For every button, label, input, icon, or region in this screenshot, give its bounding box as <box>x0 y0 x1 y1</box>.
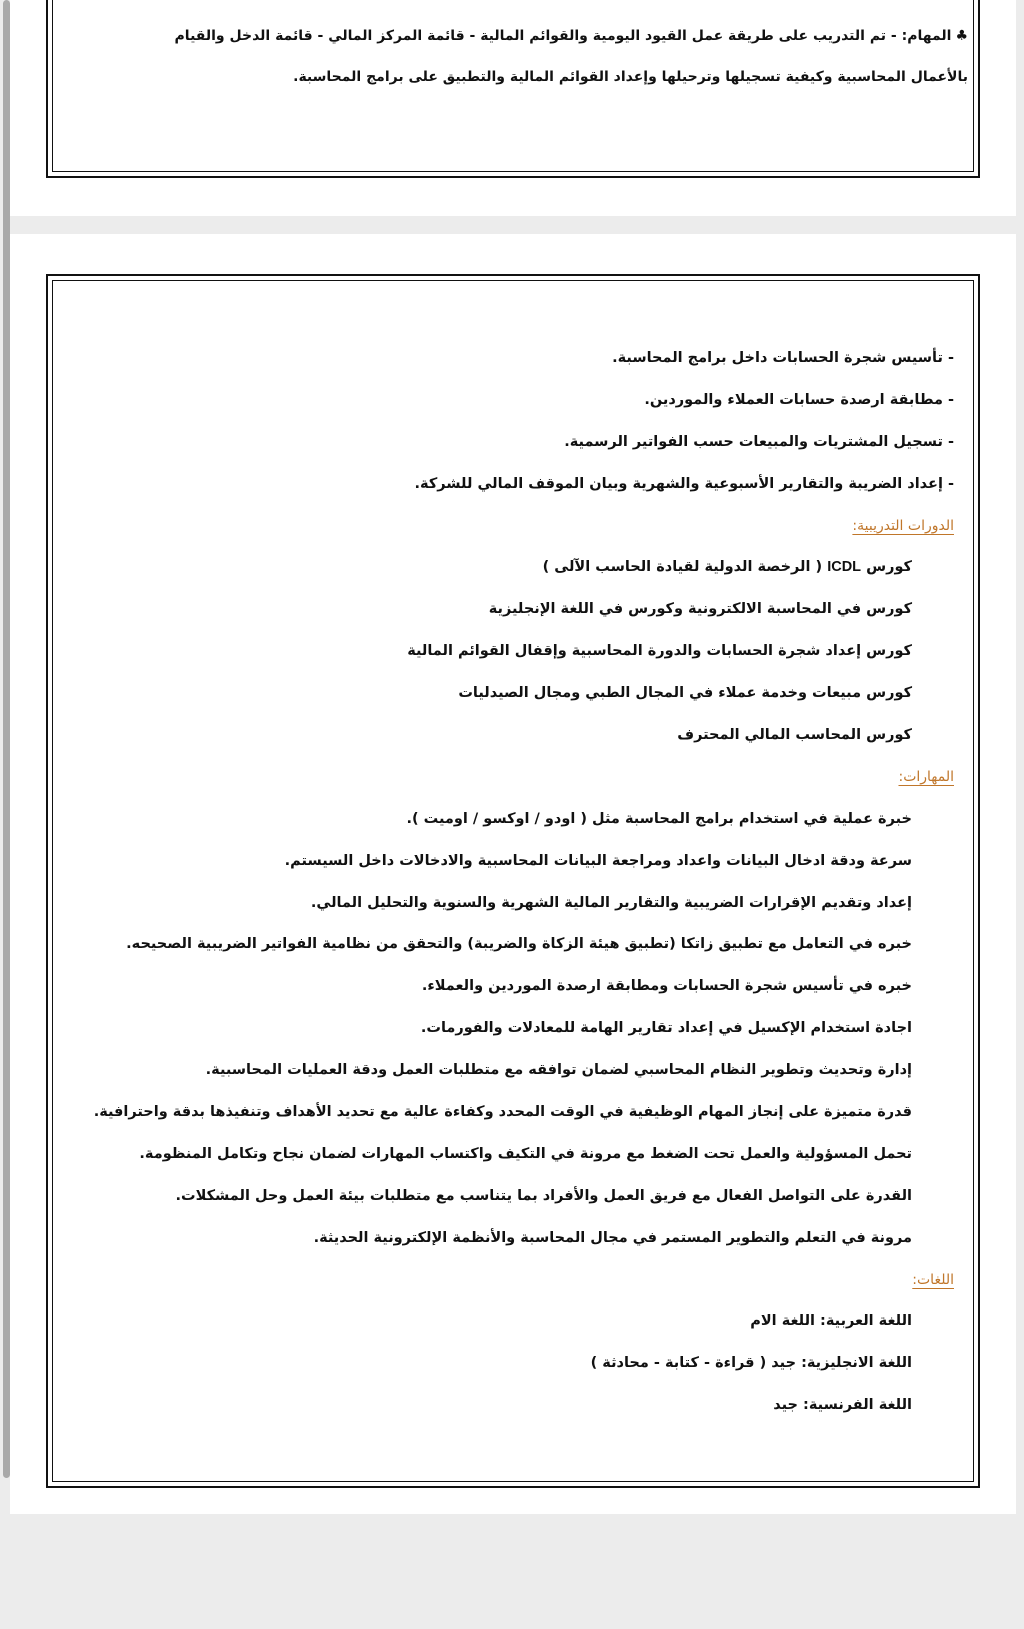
language-item: اللغة الانجليزية: جيد ( قراءة - كتابة - محادثة ) <box>590 1355 912 1372</box>
course-item: كورس ICDL ( الرخصة الدولية لقيادة الحاسب الآلى ) <box>542 559 912 576</box>
skill-item: إعداد وتقديم الإقرارات الضريبية والتقارير المالية الشهرية والسنوية والتحليل المالي. <box>310 894 912 911</box>
skills-heading: المهارات: <box>898 768 954 785</box>
courses-heading: الدورات التدريبية: <box>852 517 954 534</box>
tasks-line-1 <box>108 16 968 57</box>
skill-item: إدارة وتحديث وتطوير النظام المحاسبي لضمان توافقه مع متطلبات العمل ودقة العمليات المحاسبية. <box>205 1062 912 1079</box>
course-item: كورس مبيعات وخدمة عملاء في المجال الطبي ومجال الصيدليات <box>458 685 912 702</box>
skill-item: خبره في التعامل مع تطبيق زاتكا (تطبيق هيئة الزكاة والضريبة) والتحقق من نظامية الفواتير الضريبية الصحيحه. <box>126 936 912 953</box>
skill-item: القدرة على التواصل الفعال مع فريق العمل والأفراد بما يتناسب مع متطلبات بيئة العمل وحل المشكلات. <box>175 1187 912 1204</box>
courses-list <box>94 547 954 756</box>
tasks-paragraph <box>108 16 968 98</box>
course-item: كورس المحاسب المالي المحترف <box>677 727 912 744</box>
skills-list <box>94 799 954 1260</box>
scrollbar-thumb[interactable] <box>3 0 10 1478</box>
duties-list <box>94 338 954 506</box>
duty-item: - مطابقة ارصدة حسابات العملاء والموردين. <box>644 391 954 408</box>
language-item: اللغة الفرنسية: جيد <box>773 1397 912 1414</box>
club-bullet-icon: ♣ <box>955 28 968 44</box>
vertical-scrollbar[interactable] <box>0 0 10 1480</box>
languages-heading: اللغات: <box>912 1271 954 1288</box>
tasks-line-2: بالأعمال المحاسبية وكيفية تسجيلها وترحيلها وإعداد القوائم المالية والتطبيق على برامج المحاسبة. <box>293 69 968 85</box>
language-item: اللغة العربية: اللغة الام <box>750 1313 912 1330</box>
skill-item: قدرة متميزة على إنجاز المهام الوظيفية في الوقت المحدد وكفاءة عالية مع تحديد الأهداف وتنفيذها بدقة واحترافية. <box>93 1104 912 1121</box>
tasks-text-1: - تم التدريب على طريقة عمل القيود اليومية والقوائم المالية - قائمة المركز المالي - قائمة الدخل والقيام <box>174 28 897 44</box>
cv-content <box>94 338 954 1427</box>
tasks-label: المهام: <box>901 28 952 44</box>
duty-item: - تسجيل المشتريات والمبيعات حسب الفواتير الرسمية. <box>564 433 954 450</box>
duty-item: - تأسيس شجرة الحسابات داخل برامج المحاسبة. <box>612 350 954 366</box>
course-item: كورس في المحاسبة الالكترونية وكورس في اللغة الإنجليزية <box>488 601 912 618</box>
duty-item: - إعداد الضريبة والتقارير الأسبوعية والشهرية وبيان الموقف المالي للشركة. <box>414 475 954 492</box>
skill-item: مرونة في التعلم والتطوير المستمر في مجال المحاسبة والأنظمة الإلكترونية الحديثة. <box>313 1229 912 1246</box>
skill-item: خبرة عملية في استخدام برامج المحاسبة مثل ( اودو / اوكسو / اوميت ). <box>406 810 912 827</box>
languages-list <box>94 1301 954 1427</box>
skill-item: تحمل المسؤولية والعمل تحت الضغط مع مرونة في التكيف واكتساب المهارات لضمان نجاح وتكامل المنظومة. <box>139 1145 912 1162</box>
skill-item: سرعة ودقة ادخال البيانات واعداد ومراجعة البيانات المحاسبية والادخالات داخل السيستم. <box>284 852 912 869</box>
document-page-1 <box>10 0 1016 216</box>
skill-item: خبره في تأسيس شجرة الحسابات ومطابقة ارصدة الموردين والعملاء. <box>421 978 912 995</box>
skill-item: اجادة استخدام الإكسيل في إعداد تقارير الهامة للمعادلات والفورمات. <box>420 1020 912 1037</box>
document-page-2 <box>10 234 1016 1514</box>
course-item: كورس إعداد شجرة الحسابات والدورة المحاسبية وإقفال القوائم المالية <box>407 643 912 660</box>
